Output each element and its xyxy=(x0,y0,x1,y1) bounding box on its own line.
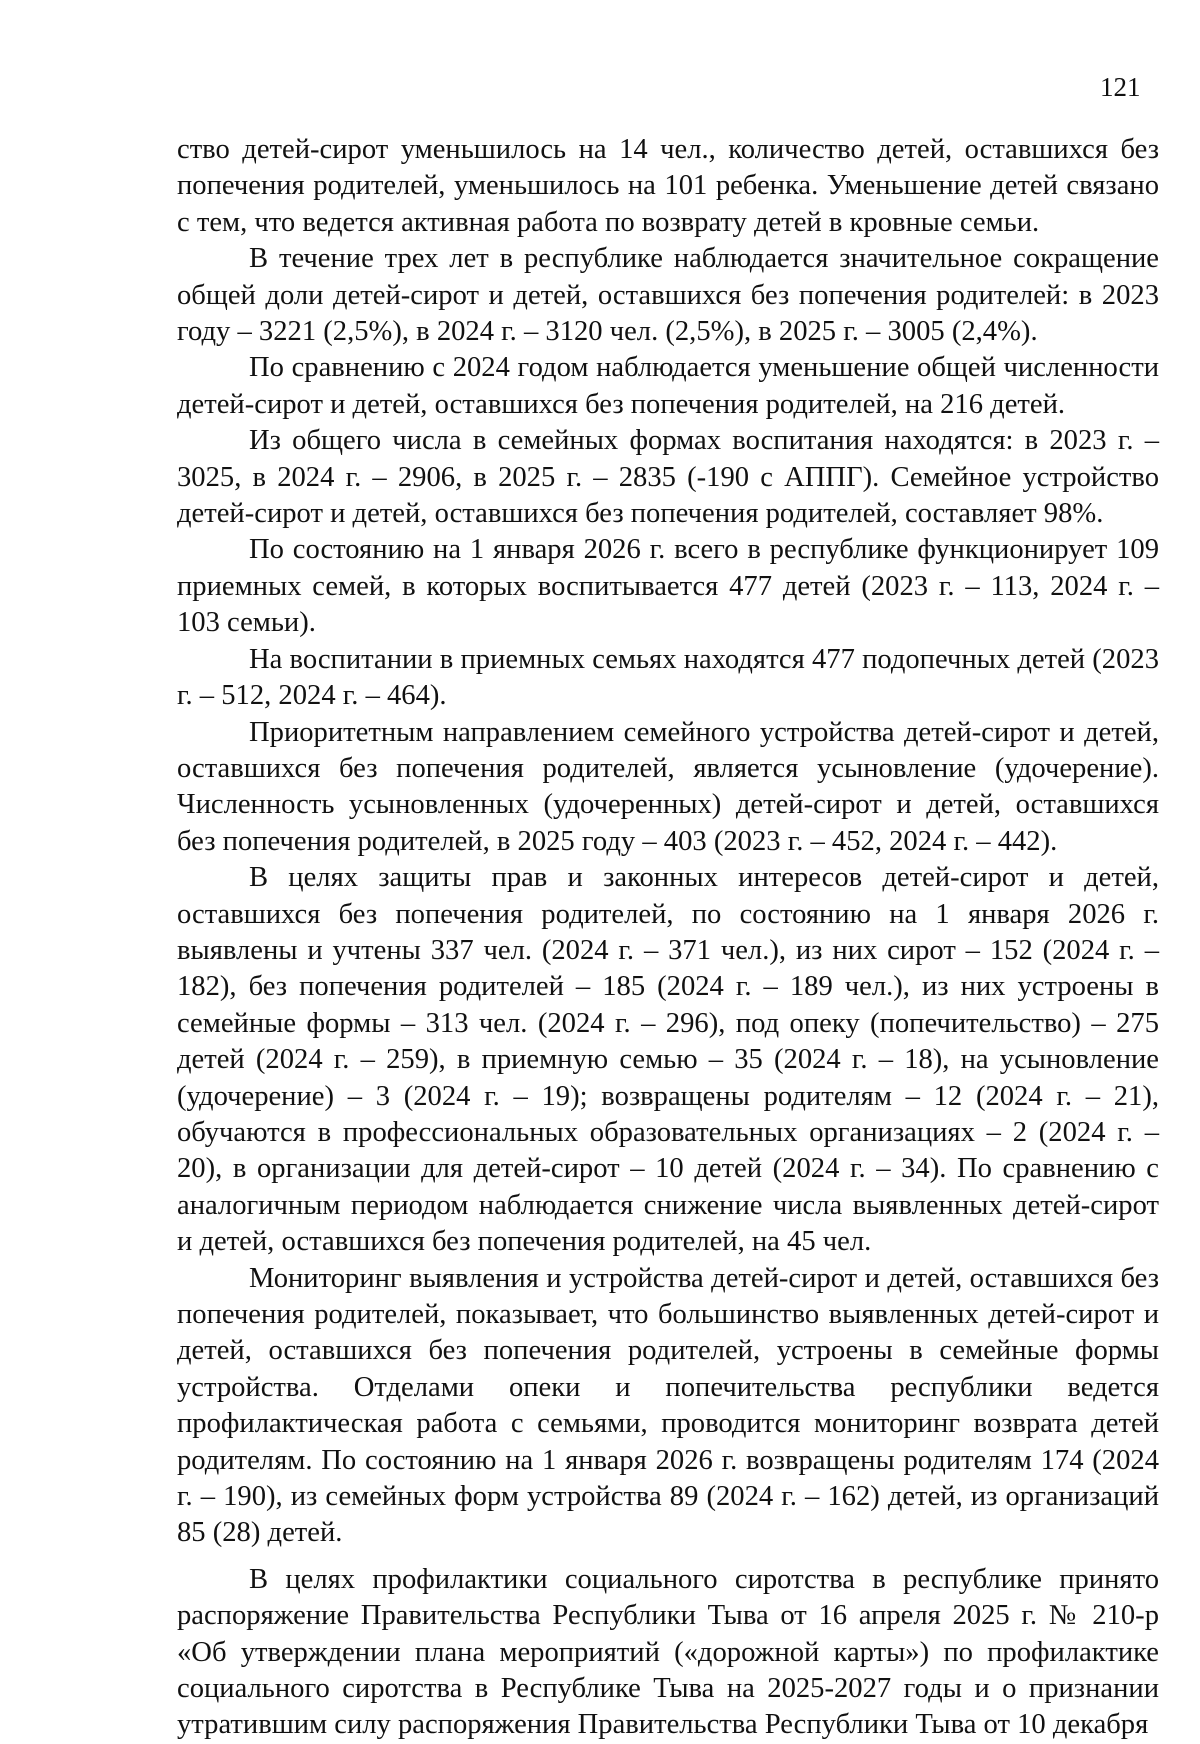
paragraph-share-reduction: В течение трех лет в республике наблюдается значительное сокращение общей доли детей-сирот и детей, оставшихся без попечения родителей: в 2023 году – 3221 (2,5%), в 2024 г. – 3120 чел. (2,5%), в 2025 г. – 3005 (2,4%). xyxy=(177,243,1159,348)
paragraph-family-forms: Из общего числа в семейных формах воспитания находятся: в 2023 г. – 3025, в 2024 г. – 2906, в 2025 г. – 2835 (-190 с АППГ). Семейное устройство детей-сирот и детей, оставшихся без попечения родителей, составляет 98%. xyxy=(177,425,1159,530)
paragraph-prevention-order: В целях профилактики социального сиротства в республике принято распоряжение Правительства Республики Тыва от 16 апреля 2025 г. № 210-р «Об утверждении плана мероприятий («дорожной карты») по профилактике социального сиротства в Республике Тыва на 2025-2027 годы и о признании утратившим силу распоряжения Правительства Республики Тыва от 10 декабря xyxy=(177,1563,1159,1741)
page-number: 121 xyxy=(1100,72,1141,102)
paragraph-foster-children: На воспитании в приемных семьях находятся 477 подопечных детей (2023 г. – 512, 2024 г. – 464). xyxy=(177,643,1159,712)
paragraph-continuation: ство детей-сирот уменьшилось на 14 чел., количество детей, оставшихся без попечения родителей, уменьшилось на 101 ребенка. Уменьшение детей связано с тем, что ведется активная работа по возврату детей в кровные семьи. xyxy=(177,134,1159,238)
paragraph-adoption: Приоритетным направлением семейного устройства детей-сирот и детей, оставшихся без попечения родителей, является усыновление (удочерение). Численность усыновленных (удочеренных) детей-сирот и детей, оставшихся без попечения родителей, в 2025 году – 403 (2023 г. – 452, 2024 г. – 442). xyxy=(177,716,1159,857)
paragraph-foster-families: По состоянию на 1 января 2026 г. всего в республике функционирует 109 приемных семей, в которых воспитывается 477 детей (2023 г. – 113, 2024 г. – 103 семьи). xyxy=(177,534,1159,639)
paragraph-rights-protection: В целях защиты прав и законных интересов детей-сирот и детей, оставшихся без попечения родителей, по состоянию на 1 января 2026 г. выявлены и учтены 337 чел. (2024 г. – 371 чел.), из них сирот – 152 (2024 г. – 182), без попечения родителей – 185 (2024 г. – 189 чел.), из них устроены в семейные формы – 313 чел. (2024 г. – 296), под опеку (попечительство) – 275 детей (2024 г. – 259), в приемную семью – 35 (2024 г. – 18), на усыновление (удочерение) – 3 (2024 г. – 19); возвращены родителям – 12 (2024 г. – 21), обучаются в профессиональных образовательных организациях – 2 (2024 г. – 20), в организации для детей-сирот – 10 детей (2024 г. – 34). По сравнению с аналогичным периодом наблюдается снижение числа выявленных детей-сирот и детей, оставшихся без попечения родителей, на 45 чел. xyxy=(177,862,1159,1258)
paragraph-monitoring: Мониторинг выявления и устройства детей-сирот и детей, оставшихся без попечения родителей, показывает, что большинство выявленных детей-сирот и детей, оставшихся без попечения родителей, устроены в семейные формы устройства. Отделами опеки и попечительства республики ведется профилактическая работа с семьями, проводится мониторинг возврата детей родителям. По состоянию на 1 января 2026 г. возвращены родителям 174 (2024 г. – 190), из семейных форм устройства 89 (2024 г. – 162) детей, из организаций 85 (28) детей. xyxy=(177,1262,1159,1549)
document-body xyxy=(177,132,1159,1744)
paragraph-total-decrease: По сравнению с 2024 годом наблюдается уменьшение общей численности детей-сирот и детей, оставшихся без попечения родителей, на 216 детей. xyxy=(177,352,1159,420)
